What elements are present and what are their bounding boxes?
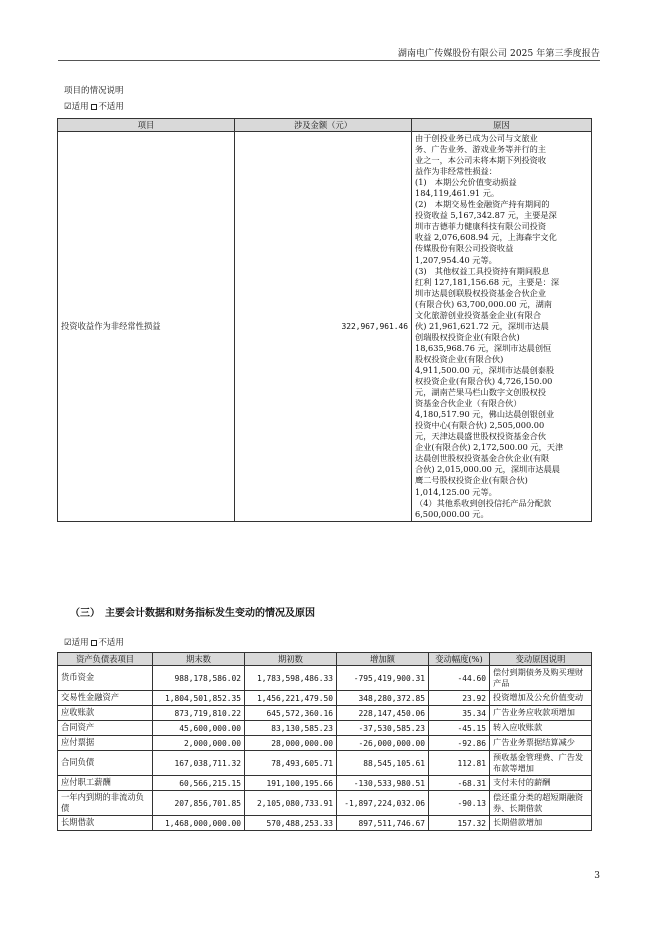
table-row: [58, 721, 592, 736]
reason-line: 权投资企业(有限合伙) 4,726,150.00: [415, 376, 553, 387]
t1-header-item: 项目: [58, 119, 235, 132]
reason-line: 合伙) 2,015,000.00 元，深圳市达晨晨: [415, 464, 560, 475]
t2-end: 988,178,586.02: [153, 666, 245, 691]
t2-change: -795,419,900.31: [337, 666, 429, 691]
reason-line: (2) 本期交易性金融资产持有期间的: [415, 199, 550, 210]
applicability-1: [64, 100, 124, 112]
applicable-checked: ☑适用: [64, 102, 89, 112]
table-row: [58, 816, 592, 831]
t2-header: 期初数: [245, 653, 337, 666]
table-row: [58, 691, 592, 706]
t2-begin: 78,493,605.71: [245, 751, 337, 776]
reason-line: 股权投资企业(有限合伙): [415, 353, 504, 364]
reason-line: 1,014,125.00 元等。: [415, 486, 497, 497]
t1-header-amount: 涉及金额（元）: [235, 119, 412, 132]
reason-line: 红利 127,181,156.68 元，主要是：深: [415, 276, 560, 287]
t2-change: -26,000,000.00: [337, 736, 429, 751]
reason-line: (1) 本期公允价值变动损益: [415, 177, 517, 188]
t2-end: 1,804,501,852.35: [153, 691, 245, 706]
reason-line: 创瑞股权投资企业(有限合伙): [415, 331, 520, 342]
t2-reason: 支付未付的薪酬: [490, 776, 592, 791]
reason-line: 资基金合伙企业（有限合伙）: [415, 398, 522, 409]
t2-reason: 长期借款增加: [490, 816, 592, 831]
reason-line: 鹰二号股权投资企业(有限合伙): [415, 475, 528, 486]
reason-line: 6,500,000.00 元。: [415, 508, 489, 519]
t2-pct: -45.15: [429, 721, 490, 736]
table-row: [58, 791, 592, 816]
reason-line: 4,180,517.90 元，佛山达晨创银创业: [415, 409, 555, 420]
reason-line: 投资中心(有限合伙) 2,505,000.00: [415, 420, 545, 431]
checkbox-icon: [91, 104, 97, 110]
t2-pct: 112.81: [429, 751, 490, 776]
t2-change: 88,545,105.61: [337, 751, 429, 776]
t2-item: 应付票据: [58, 736, 153, 751]
t2-end: 2,000,000.00: [153, 736, 245, 751]
reason-line: 184,119,461.91 元。: [415, 188, 500, 199]
t2-reason: 投资增加及公允价值变动: [490, 691, 592, 706]
t2-change: -130,533,980.51: [337, 776, 429, 791]
t2-item: 合同负债: [58, 751, 153, 776]
t2-reason: 偿还重分类的超短期融资券、长期借款: [490, 791, 592, 816]
t2-item: 应收账款: [58, 706, 153, 721]
t2-change: 897,511,746.67: [337, 816, 429, 831]
reason-line: 1,207,954.40 元等。: [415, 254, 497, 265]
page-number: 3: [594, 871, 600, 881]
report-header: 湖南电广传媒股份有限公司 2025 年第三季度报告: [397, 49, 600, 59]
reason-line: 文化旅游创业投资基金企业(有限合: [415, 309, 542, 320]
reason-line: 18,635,968.76 元，深圳市达晨创恒: [415, 342, 552, 353]
table-row: [58, 132, 592, 522]
t2-end: 1,468,000,000.00: [153, 816, 245, 831]
t2-pct: 23.92: [429, 691, 490, 706]
t2-end: 167,038,711.32: [153, 751, 245, 776]
t2-begin: 83,130,585.23: [245, 721, 337, 736]
reason-line: 益作为非经常性损益：: [415, 166, 497, 177]
reason-line: (3) 其他权益工具投资持有期间股息: [415, 265, 550, 276]
t2-pct: -44.60: [429, 666, 490, 691]
applicable-checked: ☑适用: [64, 638, 89, 648]
reason-line: 伙) 21,961,621.72 元，深圳市达晨: [415, 320, 549, 331]
t2-change: -1,897,224,032.06: [337, 791, 429, 816]
balance-sheet-changes-table: [57, 652, 592, 831]
t2-begin: 1,783,598,486.33: [245, 666, 337, 691]
t2-item: 应付职工薪酬: [58, 776, 153, 791]
section-title: （三） 主要会计数据和财务指标发生变动的情况及原因: [70, 608, 315, 619]
header-rule: [58, 60, 600, 61]
not-applicable-label: 不适用: [98, 102, 124, 112]
t2-item: 一年内到期的非流动负债: [58, 791, 153, 816]
non-recurring-table: [57, 118, 592, 522]
reason-line: 由于创投业务已成为公司与文旅业: [415, 133, 538, 143]
t2-change: 228,147,450.06: [337, 706, 429, 721]
t2-end: 207,856,701.85: [153, 791, 245, 816]
t2-pct: 157.32: [429, 816, 490, 831]
table-row: [58, 706, 592, 721]
not-applicable-label: 不适用: [98, 638, 124, 648]
table-row: [58, 666, 592, 691]
t2-begin: 191,100,195.66: [245, 776, 337, 791]
reason-line: 4,911,500.00 元，深圳市达晨创泰股: [415, 364, 555, 375]
reason-line: 投资收益 5,167,342.87 元，主要是深: [415, 210, 557, 221]
t2-pct: -68.31: [429, 776, 490, 791]
t2-end: 60,566,215.15: [153, 776, 245, 791]
t2-begin: 570,488,253.33: [245, 816, 337, 831]
reason-line: 业之一，本公司未将本期下列投资收: [415, 155, 547, 166]
t2-header: 变动幅度(%): [429, 653, 490, 666]
t2-header: 资产负债表项目: [58, 653, 153, 666]
reason-line: （4）其他系收到创投信托产品分配款: [415, 497, 552, 508]
reason-line: 元，天津达晨盛世股权投资基金合伙: [415, 431, 547, 442]
t2-begin: 645,572,360.16: [245, 706, 337, 721]
t2-reason: 广告业务应收款项增加: [490, 706, 592, 721]
reason-line: 元，湖南芒果马栏山数字文创股权投: [415, 387, 547, 398]
intro-label: 项目的情况说明: [64, 86, 124, 96]
t2-reason: 广告业务票据结算减少: [490, 736, 592, 751]
table-row: [58, 776, 592, 791]
t2-begin: 1,456,221,479.50: [245, 691, 337, 706]
t2-pct: -90.13: [429, 791, 490, 816]
t2-pct: -92.86: [429, 736, 490, 751]
t1-reason: [412, 132, 592, 522]
t1-item: 投资收益作为非经常性损益: [58, 132, 235, 522]
table-row: [58, 751, 592, 776]
t2-item: 合同资产: [58, 721, 153, 736]
t1-amount: 322,967,961.46: [235, 132, 412, 522]
t2-reason: 转入应收账款: [490, 721, 592, 736]
reason-line: 传媒股份有限公司投资收益: [415, 243, 514, 254]
t2-change: 348,280,372.85: [337, 691, 429, 706]
t2-reason: 偿付到期债务及购买理财产品: [490, 666, 592, 691]
t2-header: 变动原因说明: [490, 653, 592, 666]
t2-begin: 28,000,000.00: [245, 736, 337, 751]
t2-header: 增加额: [337, 653, 429, 666]
reason-line: 收益 2,076,608.94 元，上海森宇文化: [415, 232, 557, 243]
applicability-2: [64, 636, 124, 648]
reason-line: 企业(有限合伙) 2,172,500.00 元，天津: [415, 442, 564, 453]
t2-header: 期末数: [153, 653, 245, 666]
reason-line: 务、广告业务、游戏业务等并行的主: [415, 144, 547, 155]
t1-header-reason: 原因: [412, 119, 592, 132]
t2-end: 45,600,000.00: [153, 721, 245, 736]
t2-item: 长期借款: [58, 816, 153, 831]
reason-line: 圳市吉德菲力健康科技有限公司投资: [415, 221, 547, 232]
reason-line: (有限合伙) 63,700,000.00 元，湖南: [415, 298, 552, 309]
t2-end: 873,719,810.22: [153, 706, 245, 721]
t2-change: -37,530,585.23: [337, 721, 429, 736]
t2-item: 交易性金融资产: [58, 691, 153, 706]
reason-line: 达晨创世股权投资基金合伙企业(有限: [415, 453, 550, 464]
table-row: [58, 736, 592, 751]
t2-item: 货币资金: [58, 666, 153, 691]
t2-reason: 预收基金管理费、广告发布款等增加: [490, 751, 592, 776]
t2-begin: 2,105,080,733.91: [245, 791, 337, 816]
t2-pct: 35.34: [429, 706, 490, 721]
reason-line: 圳市达晨创联股权投资基金合伙企业: [415, 287, 547, 298]
checkbox-icon: [91, 640, 97, 646]
